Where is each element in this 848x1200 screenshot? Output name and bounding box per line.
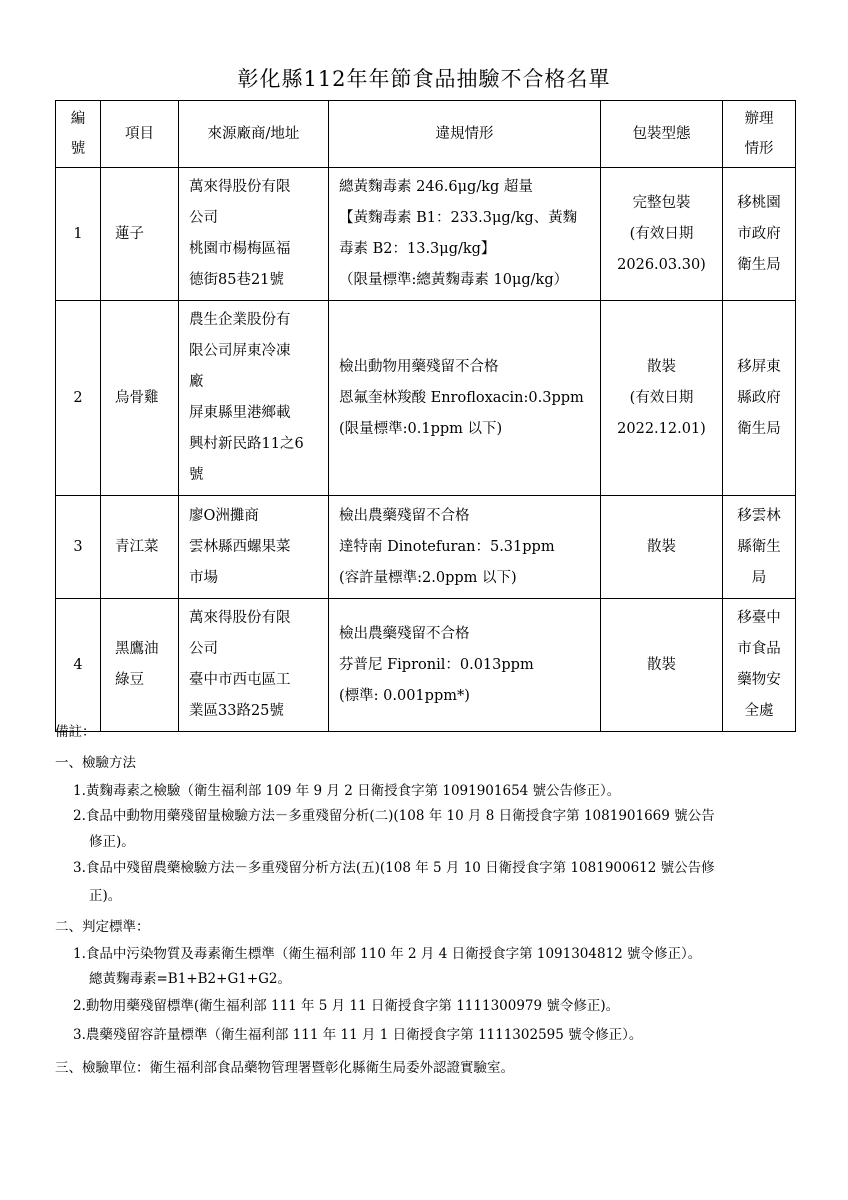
row-violation: 總黃麴毒素 246.6μg/kg 超量 【黃麴毒素 B1：233.3μg/kg、黃麴 毒素 B2：13.3μg/kg】 （限量標準:總黃麴毒素 10μg/kg） — [329, 168, 601, 301]
header-no: 編 號 — [56, 101, 101, 168]
row-violation: 檢出農藥殘留不合格 芬普尼 Fipronil：0.013ppm (標準: 0.001ppm*) — [329, 599, 601, 732]
row-item: 烏骨雞 — [101, 301, 179, 496]
note-item: 2.動物用藥殘留標準(衛生福利部 111 年 5 月 11 日衛授食字第 1111300979 號令修正)。 — [73, 998, 620, 1014]
header-action: 辦理 情形 — [723, 101, 796, 168]
note-item: 3.農藥殘留容許量標準（衛生福利部 111 年 11 月 1 日衛授食字第 1111302595 號令修正）。 — [73, 1027, 643, 1043]
note-item-continued: 總黃麴毒素=B1+B2+G1+G2。 — [89, 971, 292, 987]
row-source: 農生企業股份有 限公司屏東冷凍 廠 屏東縣里港鄉載 興村新民路11之6 號 — [179, 301, 329, 496]
row-package: 完整包裝 (有效日期 2026.03.30) — [601, 168, 723, 301]
row-action: 移雲林 縣衛生 局 — [723, 496, 796, 599]
table-header-row — [56, 101, 796, 168]
row-source: 萬來得股份有限 公司 桃園市楊梅區福 德街85巷21號 — [179, 168, 329, 301]
table-row — [56, 168, 796, 301]
table-row — [56, 496, 796, 599]
note-item-continued: 正)。 — [89, 888, 122, 904]
row-source: 廖O洲攤商 雲林縣西螺果菜 市場 — [179, 496, 329, 599]
table-row — [56, 301, 796, 496]
row-action: 移屏東 縣政府 衛生局 — [723, 301, 796, 496]
header-package: 包裝型態 — [601, 101, 723, 168]
header-source: 來源廠商/地址 — [179, 101, 329, 168]
row-violation: 檢出動物用藥殘留不合格 恩氟奎林羧酸 Enrofloxacin:0.3ppm (限量標準:0.1ppm 以下) — [329, 301, 601, 496]
inspection-table — [55, 100, 796, 732]
section-test-unit: 三、檢驗單位：衛生福利部食品藥物管理署暨彰化縣衛生局委外認證實驗室。 — [55, 1060, 514, 1076]
row-action: 移桃園 市政府 衛生局 — [723, 168, 796, 301]
note-item-continued: 修正)。 — [89, 834, 135, 850]
section-test-methods-title: 一、檢驗方法 — [55, 755, 136, 771]
row-package: 散裝 — [601, 599, 723, 732]
section-criteria-title: 二、判定標準： — [55, 919, 150, 935]
table-row — [56, 599, 796, 732]
row-package: 散裝 — [601, 496, 723, 599]
row-action: 移臺中 市食品 藥物安 全處 — [723, 599, 796, 732]
row-source: 萬來得股份有限 公司 臺中市西屯區工 業區33路25號 — [179, 599, 329, 732]
row-package: 散裝 (有效日期 2022.12.01) — [601, 301, 723, 496]
row-violation: 檢出農藥殘留不合格 達特南 Dinotefuran：5.31ppm (容許量標準:2.0ppm 以下) — [329, 496, 601, 599]
header-violation: 違規情形 — [329, 101, 601, 168]
note-item: 1.黃麴毒素之檢驗（衛生福利部 109 年 9 月 2 日衛授食字第 1091901654 號公告修正）。 — [73, 783, 621, 799]
row-no: 1 — [56, 168, 101, 301]
row-item: 蓮子 — [101, 168, 179, 301]
row-item: 青江菜 — [101, 496, 179, 599]
note-item: 1.食品中污染物質及毒素衛生標準（衛生福利部 110 年 2 月 4 日衛授食字第 1091304812 號令修正）。 — [73, 946, 702, 962]
header-item: 項目 — [101, 101, 179, 168]
note-item: 2.食品中動物用藥殘留量檢驗方法－多重殘留分析(二)(108 年 10 月 8 日衛授食字第 1081901669 號公告 — [73, 808, 715, 824]
page-title: 彰化縣112年年節食品抽驗不合格名單 — [237, 67, 611, 91]
notes-heading: 備註： — [55, 724, 96, 740]
row-no: 4 — [56, 599, 101, 732]
row-no: 3 — [56, 496, 101, 599]
row-item: 黑鷹油 綠豆 — [101, 599, 179, 732]
note-item: 3.食品中殘留農藥檢驗方法－多重殘留分析方法(五)(108 年 5 月 10 日衛授食字第 1081900612 號公告修 — [73, 860, 715, 876]
row-no: 2 — [56, 301, 101, 496]
